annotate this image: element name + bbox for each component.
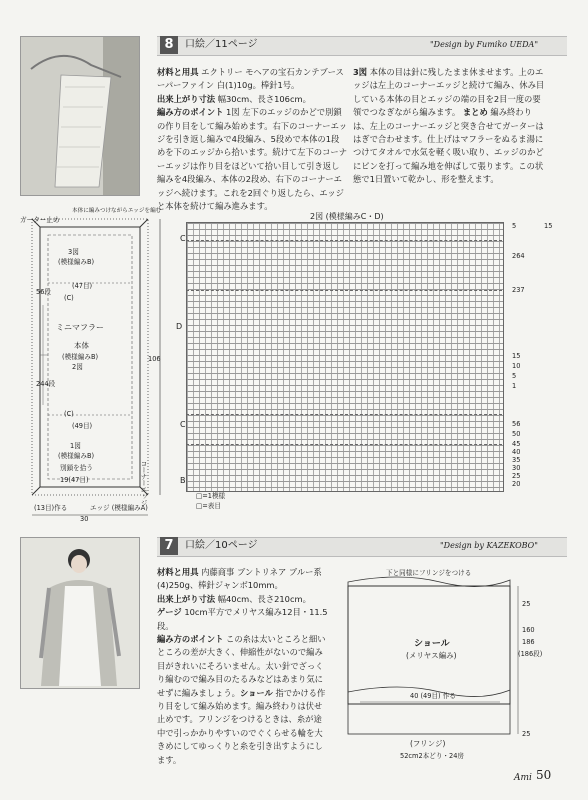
chart-legend-2: □=表目 bbox=[196, 502, 221, 510]
gauge-text: 10cm平方でメリヤス編み12目・11.5段。 bbox=[157, 607, 328, 631]
point-text-2: 本体の目は針に残したまま休ませます。上のエッジは左上のコーナーエッジと続けて編み、休み目している本体の目とエッジの端の目を2目一度の要領でつなぎながら編みます。 bbox=[353, 67, 545, 118]
pattern7-photo bbox=[20, 537, 140, 689]
shawl-schematic bbox=[340, 562, 530, 762]
scarf-rows-b: 56段 bbox=[36, 288, 51, 296]
pattern8-designer: "Design by Fumiko UEDA" bbox=[430, 40, 538, 49]
scarf-edge-label: エッジ (模様編みA) bbox=[90, 504, 148, 512]
chart-row-mark: 5 bbox=[512, 372, 517, 380]
chart-row-mark: 20 bbox=[512, 480, 521, 488]
chart-row-mark: 15 bbox=[512, 352, 521, 360]
point-label: 編み方のポイント bbox=[157, 107, 224, 118]
chart-row-mark: 56 bbox=[512, 420, 521, 428]
pattern8-page-ref: 口絵／11ページ bbox=[185, 39, 258, 50]
scarf-width: 30 bbox=[80, 515, 89, 523]
chart-row-mark: 35 bbox=[512, 456, 521, 464]
knitting-chart-grid bbox=[186, 222, 504, 492]
chart-row-mark: 5 bbox=[512, 222, 517, 230]
shawl-width: 40 (49目) 作る bbox=[410, 692, 456, 700]
scarf-low-sts: (49目) bbox=[72, 422, 93, 430]
scarf-top-note-2: 本体に編みつけながらエッジを編む bbox=[72, 208, 162, 214]
scarf-title: ミニマフラー bbox=[56, 323, 104, 332]
scarf-fig2: 2図 bbox=[72, 363, 83, 371]
chart-label-c-top: C bbox=[180, 234, 186, 243]
shawl-word: ショール bbox=[239, 687, 273, 698]
fig3-ref: 3図 bbox=[353, 67, 368, 77]
shawl-fringe-note: 52cm2本どり・24房 bbox=[400, 752, 464, 760]
magazine-name: Ami bbox=[514, 773, 532, 783]
scarf-fig3: 3図 bbox=[68, 248, 79, 256]
scarf-bottom-note: 別鎖を拾う bbox=[60, 464, 93, 472]
chart-divider-c-top bbox=[186, 240, 502, 241]
scarf-mid-sts: (47目) bbox=[72, 282, 93, 290]
scarf-mid-c: (C) bbox=[64, 294, 74, 302]
materials-label: 材料と用具 bbox=[157, 67, 199, 77]
shawl-dim-160: 160 bbox=[522, 626, 535, 634]
scarf-body: 本体 bbox=[74, 341, 89, 350]
summary-text: 編み終わりは、左上のコーナーエッジと突き合せてガーターははぎで合わせます。仕上げはマフラーをぬるま湯につけてタオルで水気を軽く吸い取り、エッジのかどにピンを打って編み地を伸ばして張ります。この状態で1日置いて乾かし、形を整えます。 bbox=[353, 107, 544, 185]
point-text: 1図 左下のエッジのかどで別鎖の作り目をして編み始めます。右下のコーナーエッジを引き返し編みで4段編み、5段めで本体の1段めを下のエッジから拾います。続けて左下のコーナーエッジは作り目をほどいて拾い目して引き返し編みを4段編み、本体の2段め、右下のコーナーエッジへ続けます。これを2回ぐり返したら、エッジと本体を続けて編み進みます。 bbox=[157, 107, 348, 212]
pattern7-text bbox=[157, 566, 329, 767]
point-text: この糸は太いところと細いところの差が大きく、伸縮性がないので編み目がきれいにそろいません。太い針でざっくり編むので編み目のたるみなどはあまり気にせずに編みましょう。 bbox=[157, 634, 326, 698]
shawl-title: ショール bbox=[414, 639, 450, 649]
chart-label-c-bottom: C bbox=[180, 420, 186, 429]
pattern8-number: 8 bbox=[160, 36, 178, 54]
pattern8-text-right bbox=[353, 66, 545, 187]
chart-row-mark: 50 bbox=[512, 430, 521, 438]
materials-text: 内藤商事 ブントリネア ブルー系(4)250g、棒針ジャンボ10mm。 bbox=[157, 567, 322, 591]
scarf-fig1: 1図 bbox=[70, 442, 81, 450]
scarf-rows-a: 244段 bbox=[36, 380, 56, 388]
scarf-fig3-pattern: (模様編みB) bbox=[58, 258, 95, 266]
size-text: 幅30cm、長さ106cm。 bbox=[217, 93, 311, 104]
chart-divider-d-bottom bbox=[186, 414, 502, 415]
chart-row-mark: 30 bbox=[512, 464, 521, 472]
pattern7-number: 7 bbox=[160, 537, 178, 555]
scarf-low-c: (C) bbox=[64, 410, 74, 418]
point-text-2: 指でかける作り目をして編み始めます。編み終わりは伏せ止めです。フリンジをつけるときは、糸が途中で引っかかりやすいのでぐくらせる輪を大きめにしてゆっくりと糸を引き出すようにします。 bbox=[157, 687, 326, 765]
scarf-body-pattern: (模様編みB) bbox=[62, 353, 99, 361]
chart-label-b: B bbox=[180, 476, 186, 485]
chart-row-mark: 15 bbox=[544, 222, 553, 230]
scarf-start-note: (13目)作る bbox=[34, 504, 68, 512]
shawl-dim-rows: (186段) bbox=[518, 650, 543, 658]
chart-divider-b bbox=[186, 444, 502, 445]
chart-row-mark: 25 bbox=[512, 472, 521, 480]
shawl-top-note: 下と同様にフリンジをつける bbox=[386, 569, 472, 577]
shawl-dim-186: 186 bbox=[522, 638, 535, 646]
size-label: 出来上がり寸法 bbox=[157, 93, 216, 104]
chart-title: 2図 (模様編みC・D) bbox=[310, 212, 384, 221]
scarf-height: 106 bbox=[148, 355, 161, 363]
scarf-top-note: ガーター止め bbox=[20, 216, 60, 224]
pattern7-designer: "Design by KAZEKOBO" bbox=[440, 541, 538, 550]
pattern7-page-ref: 口絵／10ページ bbox=[185, 540, 258, 551]
materials-label: 材料と用具 bbox=[157, 567, 199, 577]
chart-label-d: D bbox=[176, 322, 183, 331]
pattern8-photo bbox=[20, 36, 140, 196]
chart-row-mark: 1 bbox=[512, 382, 517, 390]
shawl-fringe: (フリンジ) bbox=[410, 739, 446, 748]
chart-row-mark: 45 bbox=[512, 440, 521, 448]
chart-legend-1: □=1模様 bbox=[196, 492, 226, 500]
size-text: 幅40cm、長さ210cm。 bbox=[217, 593, 311, 604]
summary-label: まとめ bbox=[462, 107, 488, 118]
shawl-subtitle: (メリヤス編み) bbox=[406, 651, 457, 660]
scarf-fig1-pattern: (模様編みB) bbox=[58, 452, 95, 460]
chart-row-mark: 10 bbox=[512, 362, 521, 370]
chart-row-mark: 237 bbox=[512, 286, 525, 294]
size-label: 出来上がり寸法 bbox=[157, 593, 216, 604]
chart-divider-d-top bbox=[186, 290, 502, 291]
chart-row-mark: 40 bbox=[512, 448, 521, 456]
shawl-dim-25a: 25 bbox=[522, 600, 531, 608]
gauge-label: ゲージ bbox=[157, 607, 182, 618]
materials-text: エクトリー モヘアの宝石カンテブースーパーファイン 白(1)10g。棒針1号。 bbox=[157, 67, 344, 91]
shawl-dim-25b: 25 bbox=[522, 730, 531, 738]
page-number: 50 bbox=[536, 768, 552, 782]
point-label: 編み方のポイント bbox=[157, 634, 224, 645]
chart-row-mark: 264 bbox=[512, 252, 525, 260]
pattern8-text-left bbox=[157, 66, 347, 213]
scarf-bottom-sts: 19(47目) bbox=[60, 476, 89, 484]
scarf-corner: コーナーエッジ bbox=[139, 460, 147, 507]
